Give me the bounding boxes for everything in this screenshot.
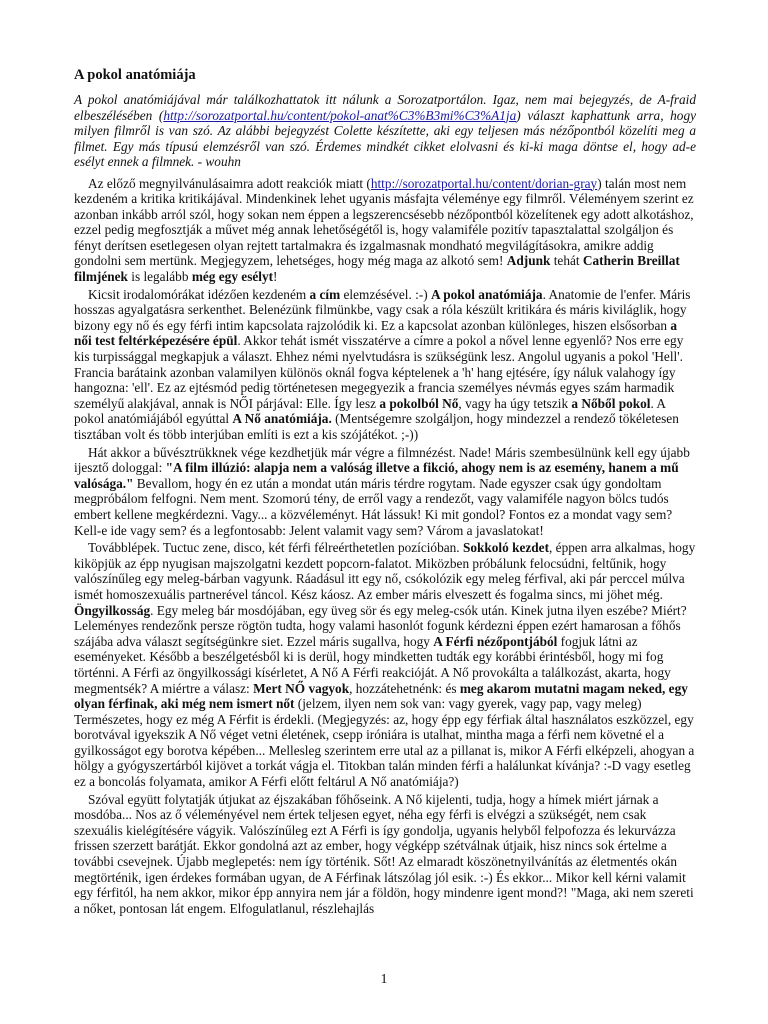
intro-text-1: A pokol anatómiájával már találkozhattatok itt nálunk a Sorozatportálon. Igaz, nem mai bejegyzés, de A-fraid elbeszélésében (	[74, 92, 696, 123]
paragraph-3	[74, 445, 696, 539]
document-page	[74, 66, 696, 918]
paragraph-3-text: Hát akkor a bűvésztrükknek vége kezdhetjük már végre a filmnézést. Nade! Máris szembesülnünk kell egy újabb ijesztő dologgal:	[74, 444, 690, 476]
paragraph-4	[74, 540, 696, 790]
paragraph-4-text: , éppen arra alkalmas, hogy kiköpjük az épp nyugisan majszolgatni kezdett popcorn-falatot. Miközben próbálunk felocsúdni, feltűnik, hogy valószínűleg egy meleg-bárban vagyunk. Ráadásul itt egy nő, csókolózik egy meleg férfival, aki pár perccel múlva ismét homoszexuális partnerével táncol. Kész káosz. Az ember máris elveszett és fogalma sincs, mi jöhet még.	[74, 540, 696, 602]
intro-paragraph	[74, 92, 696, 170]
paragraph-1	[74, 176, 696, 285]
paragraph-1-text: is legalább	[127, 269, 192, 285]
intro-link[interactable]: http://sorozatportal.hu/content/pokol-anat%C3%B3mi%C3%A1ja	[163, 107, 517, 123]
dorian-gray-link[interactable]: http://sorozatportal.hu/content/dorian-gray	[370, 175, 598, 191]
bold-phrase: a Nőből pokol	[571, 395, 651, 411]
paragraph-2-text: Kicsit irodalomórákat idézően kezdeném	[88, 286, 310, 302]
paragraph-1-text: !	[273, 269, 278, 285]
bold-phrase: a női test feltérképezésére épül	[74, 317, 677, 349]
paragraph-2-text: . Anatomie de l'enfer. Máris hosszas agyalgatásra serkenthet. Belenézünk filmünkbe, vagy csak a róla készült kritikára és máris kiviláglik, hogy bizony egy nő és egy férfi intim kapcsolata rajzolódik ki. Ez a kapcsolat azonban különleges, hiszen elsősorban	[74, 286, 691, 333]
page-number: 1	[380, 972, 388, 987]
paragraph-2-text: . A pokol anatómiájából egyúttal	[74, 395, 666, 427]
paragraph-5-text: Szóval együtt folytatják útjukat az éjszakában főhőseink. A Nő kijelenti, tudja, hogy a hímek miért járnak a mosdóba... Nos az ő véleményével nem értek teljesen egyet, néha egy férfi is elvégzi a szükségét, nem csak szexuális kielégítésére vágyik. Valószínűleg ezt A Férfi is így gondolja, ugyanis helyből felpofozza és lekurvázza frissen szerzett barátját. Ekkor gondolná azt az ember, hogy végképp szétválnak útjaik, hisz nincs sok értelme a további csevejnek. Újabb meglepetés: nem így történik. Sőt! Az elmaradt köszönetnyilvánítás az életmentés okán megtörténik, igen érdekes formában ugyan, de A Férfinak látszólag jól esik. :-) És ekkor... Mikor kell kérni valamit egy férfitól, ha nem akkor, mikor épp annyira nem jár a földön, hogy mindenre igent mond?! "Maga, aki nem szereti a nőket, pontosan lát engem. Elfogulatlanul, részlehajlás	[74, 791, 694, 916]
intro-text-2: ) választ kaphattunk arra, hogy milyen filmről is van szó. Az alábbi bejegyzést Colette készítette, aki egy teljesen más nézőpontból közelíti meg a filmet. Egy más típusú elemzésről van szó. Érdemes mindkét cikket elolvasni és ki-ki maga döntse el, hogy ad-e esélyt ennek a filmnek. - wouhn	[74, 107, 696, 169]
bold-quote: "A film illúzió: alapja nem a valóság illetve a fikció, ahogy nem is az esemény, hanem a mű valósága."	[74, 460, 679, 491]
bold-phrase: a cím	[309, 286, 341, 302]
paragraph-2	[74, 287, 696, 443]
paragraph-1-text: tehát	[550, 253, 583, 269]
paragraph-2-text: (Mentségemre szolgáljon, hogy mindezzel a rendező tökéletesen tisztában volt és több interjúban említi is ezt a kis szójátékot. ;-))	[74, 411, 679, 442]
bold-phrase: meg akarom mutatni magam neked, egy olyan férfinak, aki még nem ismert nőt	[74, 680, 688, 712]
bold-phrase: A Férfi nézőpontjából	[433, 633, 558, 649]
paragraph-1-text: ) talán most nem kezdeném a kritika kritikájával. Mindenkinek lehet ugyanis másfajta véleménye egy filmről. Véleményem szerint ez azonban inkább arról szól, hogy sokan nem éppen a legszerencsésebb nézőpontból közelítenek egy adott alkotáshoz, ezzel pedig megfosztják a művet még annak lehetőségétől is, hogy valamiféle pozitív tapasztalattal szolgáljon és fényt derítsen esetlegesen olyan rejtett tartalmakra és izgalmasnak mondható megvilágításokra, amikre addig gondolni sem mertünk. Megjegyzem, lehetséges, hogy még maga az alkotó sem!	[74, 175, 694, 269]
bold-phrase: Adjunk	[506, 253, 551, 269]
bold-phrase: Sokkoló kezdet	[462, 540, 550, 556]
bold-phrase: A Nő anatómiája.	[232, 411, 332, 427]
page-title: A pokol anatómiája	[74, 67, 196, 83]
paragraph-4-text: Továbblépek. Tuctuc zene, disco, két férfi félreérthetetlen pozícióban.	[88, 540, 463, 556]
paragraph-4-text: fogjuk látni az eseményeket. Később a beszélgetésből ki is derül, hogy mindketten tudták egy korábbi érintésből, hogy mi fog történni. A Férfi az öngyilkossági kísérletet, A Nő A Férfi reakcióját. A Nő provokálta a találkozást, akarta, hogy megmentsék? A miértre a válasz:	[74, 633, 671, 696]
bold-phrase: a pokolból Nő	[379, 395, 459, 411]
bold-phrase: A pokol anatómiája	[431, 286, 543, 302]
bold-phrase: Mert NŐ vagyok	[253, 680, 350, 696]
bold-phrase: Öngyilkosság	[74, 602, 151, 618]
paragraph-2-text: elemzésével. :-)	[340, 286, 431, 302]
bold-phrase: még egy esélyt	[191, 269, 274, 285]
paragraph-3-text: Bevallom, hogy én ez után a mondat után máris térdre rogytam. Nade egyszer csak úgy gondoltam megpróbálom felfogni. Nem ment. Szomorú tény, de erről vagy a rendezőt, vagy valamiféle nagyon bölcs tudós embert kellene megkérdezni. Vagy... a közvéleményt. Hát lássuk! Ki mit gondol? Fontos ez a mondat vagy sem? Kell-e ide vagy sem? és a legfontosabb: Jelent valamit vagy sem? Várom a javaslatokat!	[74, 475, 673, 538]
bold-phrase: Catherin Breillat filmjének	[74, 253, 680, 285]
paragraph-5	[74, 792, 696, 917]
paragraph-2-text: . Akkor tehát ismét visszatérve a címre a pokol a nővel lenne egyenlő? Nos erre egy kis turpissággal megkapjuk a választ. Ehhez némi nyelvtudásra is szükségünk lesz. Angolul ugyanis a pokol 'Hell'. Francia barátaink azonban valamilyen különös oknál fogva képtelenek a 'h' hang ejtésére, így náluk valahogy így hangozna: 'ell'. Ez az ejtésmód pedig történetesen megegyezik a francia személyes névmás egyes szám harmadik személyű alakjával, annak is NŐI párjával: Elle. Így lesz	[74, 333, 684, 411]
paragraph-1-text: Az előző megnyilvánulásaimra adott reakciók miatt (	[88, 175, 371, 191]
paragraph-4-text: , hozzátehetnénk: és	[349, 680, 460, 696]
paragraph-2-text: , vagy ha úgy tetszik	[458, 395, 572, 411]
paragraph-4-text: (jelzem, ilyen nem sok van: vagy gyerek, vagy pap, vagy meleg) Természetes, hogy ez még A Férfit is érdekli. (Megjegyzés: az, hogy épp egy férfiak által használatos eszközzel, egy borotvával igyekszik A Nő véget vetni életének, csepp iróniára is utalhat, mintha maga a férfi nem követné el a gyilkosságot egy borotva képében... Mellesleg szerintem erre utal az a pillanat is, mikor A Férfi elképzeli, ahogyan a hölgy a gyógyszertárból kijövet a torkát vágja el. Titokban talán minden férfi a halálunkat kívánja? :-D vagy esetleg ez a boncolás folyamata, amikor A Férfi előtt feltárul A Nő anatómiája?)	[74, 696, 695, 790]
paragraph-4-text: . Egy meleg bár mosdójában, egy üveg sör és egy meleg-csók után. Kinek jutna ilyen eszébe? Miért? Leleményes rendezőnk persze rögtön tudta, hogy valami hasonlót fogunk kérdezni éppen ezért hamarosan a főhős szájába adva választ segítségünkre siet. Ezzel máris sugallva, hogy	[74, 602, 687, 649]
